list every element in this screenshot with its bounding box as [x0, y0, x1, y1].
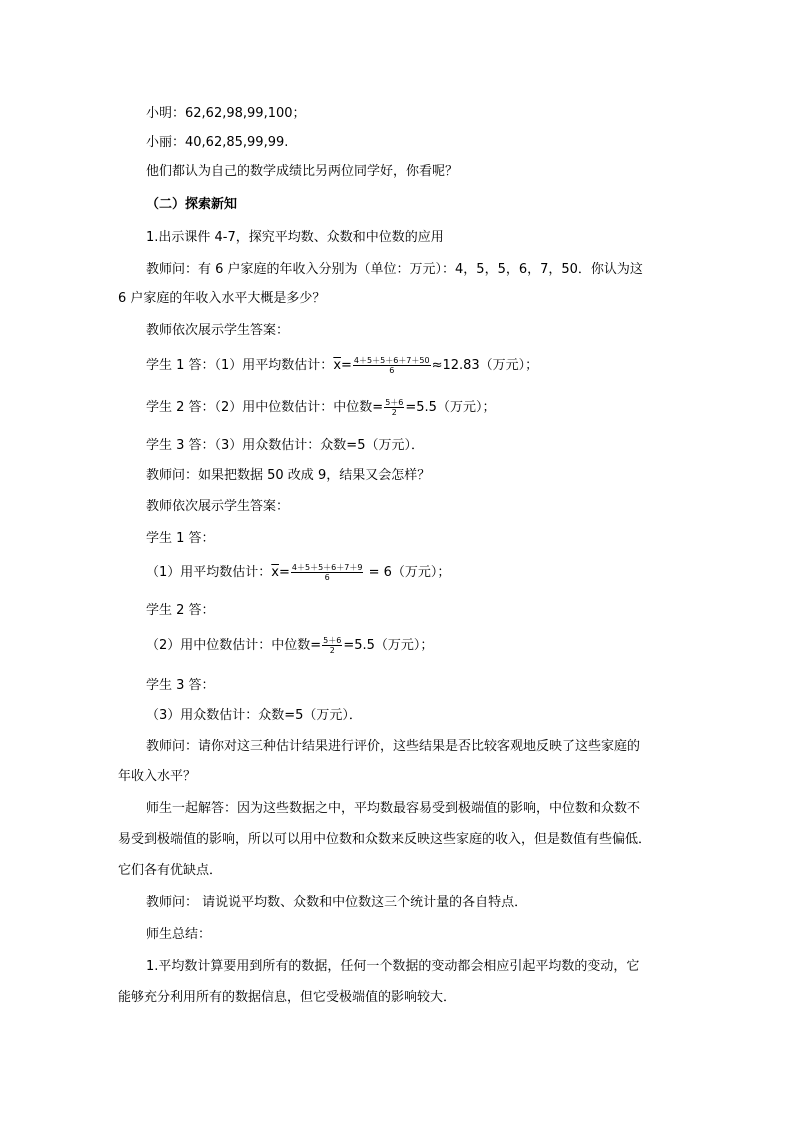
section-heading: （二）探索新知 [146, 197, 238, 212]
fraction [322, 636, 342, 655]
text-line: 教师依次展示学生答案： [146, 323, 290, 338]
text-line: 6 户家庭的年收入水平大概是多少？ [118, 291, 326, 306]
denominator: 6 [324, 573, 330, 582]
equals: = [341, 358, 352, 373]
text-line: 学生 3 答： [146, 678, 215, 693]
line-suffix: ≈12.83（万元）； [431, 358, 539, 373]
text-line: 师生总结： [146, 927, 212, 942]
line-prefix: 学生 2 答：（2）用中位数估计：中位数= [146, 400, 384, 415]
numerator: 5＋6 [385, 398, 404, 407]
line-suffix: =5.5（万元）； [405, 400, 496, 415]
mean-symbol: $\overline{x}$ [271, 565, 279, 580]
formula-line [146, 636, 433, 655]
denominator: 6 [389, 366, 395, 375]
text-line: 教师问：请你对这三种估计结果进行评价，这些结果是否比较客观地反映了这些家庭的 [146, 739, 641, 754]
mean-symbol: $\overline{x}$ [333, 358, 342, 373]
text-line: 小丽：40,62,85,99,99. [146, 135, 289, 150]
line-prefix: （1）用平均数估计： [146, 565, 272, 580]
fraction [353, 356, 431, 375]
text-line: 教师问： 请说说平均数、众数和中位数这三个统计量的各自特点． [146, 895, 528, 910]
formula-line [146, 563, 450, 582]
line-prefix: 学生 1 答：（1）用平均数估计： [146, 358, 334, 373]
text-line: 小明：62,62,98,99,100； [146, 106, 306, 121]
numerator: 4＋5＋5＋6＋7＋50 [353, 356, 430, 365]
text-line: 1.出示课件 4-7，探究平均数、众数和中位数的应用 [146, 230, 444, 245]
text-line: 它们各有优缺点． [118, 863, 223, 878]
fraction [384, 398, 404, 417]
text-line: 学生 2 答： [146, 603, 215, 618]
line-suffix: = 6（万元）； [364, 565, 451, 580]
text-line: 教师问：如果把数据 50 改成 9，结果又会怎样？ [146, 468, 431, 483]
text-line: 师生一起解答：因为这些数据之中，平均数最容易受到极端值的影响，中位数和众数不 [146, 801, 641, 816]
fraction [291, 563, 364, 582]
numerator: 5＋6 [323, 636, 342, 645]
text-line: 能够充分利用所有的数据信息，但它受极端值的影响较大． [118, 990, 457, 1005]
equals: = [278, 565, 290, 580]
text-line: （3）用众数估计：众数=5（万元）． [146, 708, 362, 723]
line-suffix: =5.5（万元）； [343, 638, 434, 653]
text-line: 年收入水平？ [118, 769, 197, 784]
text-line: 教师依次展示学生答案： [146, 499, 290, 514]
text-line: 易受到极端值的影响，所以可以用中位数和众数来反映这些家庭的收入，但是数值有些偏低． [118, 832, 652, 847]
text-line: 他们都认为自己的数学成绩比另两位同学好，你看呢？ [146, 164, 459, 179]
denominator: 2 [391, 408, 397, 417]
text-line: 1.平均数计算要用到所有的数据，任何一个数据的变动都会相应引起平均数的变动，它 [146, 959, 640, 974]
text-line: 学生 1 答： [146, 531, 215, 546]
denominator: 2 [329, 646, 335, 655]
numerator: 4＋5＋5＋6＋7＋9 [291, 563, 363, 572]
text-line: 教师问：有 6 户家庭的年收入分别为（单位：万元）：4，5，5，6，7，50．你认为这 [146, 262, 643, 277]
text-line: 学生 3 答：（3）用众数估计：众数=5（万元）． [146, 438, 424, 453]
line-prefix: （2）用中位数估计：中位数= [146, 638, 322, 653]
formula-line [146, 356, 538, 375]
formula-line [146, 398, 495, 417]
